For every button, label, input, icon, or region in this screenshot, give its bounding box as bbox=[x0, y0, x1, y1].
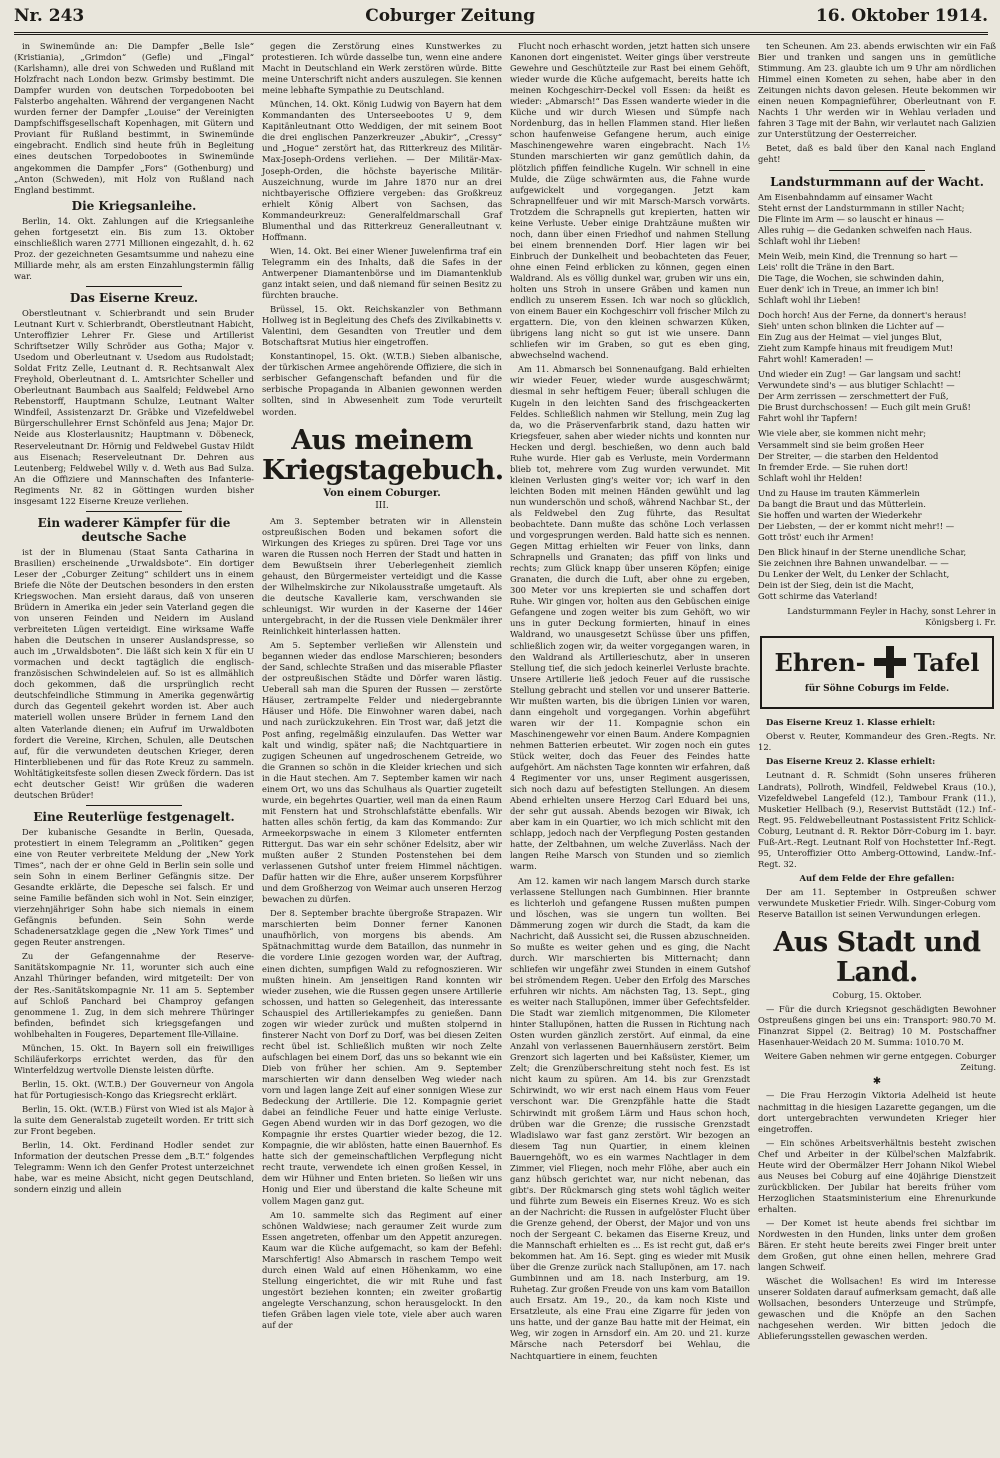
poem-line: Und zu Hause im trauten Kämmerlein bbox=[758, 487, 920, 498]
poem-line: Alles ruhig — die Gedanken schweifen nach Haus. bbox=[758, 224, 973, 235]
diary-paragraph: Am 10. sammelte sich das Regiment auf einer schönen Waldwiese; nach geraumer Zeit wurde zum Essen angetreten, offenbar um den Appetit anzuregen. Kaum war die Küche aufgemacht, so kam der Befehl: Marschfertig! Also Abmarsch in raschem Tempo weit durch einen Wald auf einen Höhenkamm, wo eine Stellung eingerichtet, die wir mit Ruhe und fast ungestört beziehen konnten; ein zweiter großartig angelegte Verschanzung, schon herausgelockt. In den tiefen Gräben lagen viele tote, viele aber auch waren auf der bbox=[262, 1209, 502, 1331]
article-paragraph: gegen die Zerstörung eines Kunstwerkes zu protestieren. Ich würde dasselbe tun, wenn eine andere Macht in Deutschland ein Werk zerstören würde. Bitte meine Unterschrift nicht anders auszulegen. Sie kennen meine lebhafte Sympathie zu Deutschland. bbox=[262, 41, 502, 96]
newspaper-title: Coburger Zeitung bbox=[365, 6, 535, 26]
columns bbox=[14, 41, 996, 1455]
article-title: Die Kriegsanleihe. bbox=[71, 198, 197, 213]
local-item: Weitere Gaben nehmen wir gerne entgegen. Coburger Zeitung. bbox=[764, 1051, 996, 1073]
fallen-entry: Der am 11. September in Ostpreußen schwer verwundete Musketier Friedr. Wilh. Singer-Coburg vom Reserve Bataillon ist seinen Verwundungen erlegen. bbox=[758, 886, 996, 920]
local-news-title: Aus Stadt und Land. bbox=[773, 927, 981, 989]
article-paragraph: Oberstleutnant v. Schierbrandt und sein Bruder Leutnant Kurt v. Schierbrandt, Oberstleutnant Habicht, Unteroffizier Lehrer Fr. Giese und Artillerist Schriftsetzer Willy Schröder aus Gotha; Major v. Usedom und Oberleutnant v. Usedom aus Rudolstadt; Soldat Fritz Zelle, Leutnant d. R. Rechtsanwalt Alex Freyhold, Oberleutnant d. L. Amtsrichter Scheller und Oberleutnant Baumbach aus Saalfeld; Feldwebel Arno Rebenstorff, Hauptmann Schulze, Leutnant Walter Windfeil, Assistenzarzt Dr. Gräbke und Vizefeldwebel Bürgerschullehrer Ernst Schönfeld aus Jena; Major Dr. Neide aus Klosterlausnitz; Hauptmann v. Döbeneck, Reserveleutnant Dr. Hörnig und Feldwebel Gustav Hildt aus Eisenach; Reserveleutnant Dr. Dehren aus Leutenberg; Feldwebel Willy v. d. Weth aus Bad Sulza. An die Offiziere und Mannschaften des Infanterie-Regiments Nr. 82 in Göttingen wurden bisher insgesamt 122 Eiserne Kreuze verliehen. bbox=[14, 307, 254, 506]
poem-line: Schlaft wohl ihr Lieben! bbox=[758, 235, 861, 246]
local-item: Wäschet die Wollsachen! Es wird im Interesse unserer Soldaten darauf aufmerksam gemacht, daß alle Wollsachen, besonders Unterzeuge und Strümpfe, gewaschen und die Knöpfe an den Sachen nachgesehen werden. Wir bitten jedoch die Ablieferungsstellen gewaschen werden. bbox=[758, 1276, 996, 1342]
divider bbox=[86, 511, 182, 512]
poem-stanza bbox=[758, 488, 996, 543]
news-item: Konstantinopel, 15. Okt. (W.T.B.) Sieben albanische, der türkischen Armee angehörende Offiziere, die sich in serbischer Gefangenschaft befanden und für die serbische Propaganda in Albanien gewonnen werden sollten, sind in Abwesenheit zum Tode verurteilt worden. bbox=[262, 351, 502, 417]
issue-number: Nr. 243 bbox=[14, 6, 85, 26]
local-item: — Ein schönes Arbeitsverhältnis besteht zwischen Chef und Arbeiter in der Külbel'schen Malzfabrik. Heute wird der Obermälzer Herr Johann Nikol Wiebel aus Neuses bei Coburg auf eine 40jährige Dienstzeit zurückblicken. Der Jubilar hat bereits früher vom Herzoglichen Staatsministerium eine Ehrenurkunde erhalten. bbox=[758, 1137, 996, 1214]
poem-line: Versammelt sind sie beim großen Heer bbox=[758, 439, 924, 450]
honor-subtitle: für Söhne Coburgs im Felde. bbox=[804, 684, 950, 695]
article-paragraph: Der kubanische Gesandte in Berlin, Quesada, protestiert in einem Telegramm an „Politiken“ gegen eine von Reuter verbreitete Meldung der „New York Times“, nach der er ohne Geld in Berlin sein solle und sein Sohn in einem Berliner Gefängnis sitze. Der Gesandte erklärte, die Depesche sei falsch. Er und seine Familie befänden sich wohl in Not. Sein einziger, vierzehnjähriger Sohn habe sich niemals in einem Gefängnis befunden. Sein Sohn werde Schadenersatzklage gegen die „New York Times“ und gegen Reuter anstrengen. bbox=[14, 826, 254, 948]
diary-title: Aus meinem Kriegstagebuch. bbox=[262, 424, 504, 486]
poem-line: Wie viele aber, sie kommen nicht mehr; bbox=[758, 428, 927, 439]
poem-line: Fahrt wohl! Kameraden! — bbox=[758, 354, 874, 365]
article-paragraph: in Swinemünde an: Die Dampfer „Belle Isle“ (Kristiania), „Grimdon“ (Gefle) und „Fingal“ (Karlshamn), alle drei von Schweden und Rußland mit Holzfracht nach London bezw. Grimsby bestimmt. Die Dampfer wurden von deutschen Torpedobooten bei Falsterbo angehalten. Während der vergangenen Nacht wurden ferner der Dampfer „Louise“ der Vereinigten Dampfschiffsgesellschaft Kopenhagen, mit Gütern und Proviant für Rußland bestimmt, in Swinemünde eingebracht. Endlich sind heute früh in Begleitung eines deutschen Torpedobootes in Swinemünde angekommen die Dampfer „Fors“ (Gothenburg) und „Anton (Schweden), mit Holz von Rußland nach England bestimmt. bbox=[14, 41, 254, 195]
diary-part-number: III. bbox=[375, 500, 389, 511]
news-item: Zu der Gefangennahme der Reserve-Sanitätskompagnie Nr. 11, worunter sich auch eine Anzahl Thüringer befanden, wird mitgeteilt: Der von der Res.-Sanitätskompagnie Nr. 11 am 5. September auf Schloß Panchard bei Champroy gefangen genommene 1. Zug, in dem sich mehrere Thüringer befinden, befindet sich kriegsgefangen und wohlbehalten in Fougeres, Departement Ille-Villaine. bbox=[14, 951, 254, 1039]
divider bbox=[829, 170, 924, 171]
poem-line: Verwundete sind's — aus blutiger Schlacht! — bbox=[758, 380, 955, 391]
diary-paragraph: Flucht noch erhascht worden, jetzt hatten sich unsere Kanonen dort eingenistet. Weiter gings über verstreute Gewehre und Geschützteile zur Rast bei einem Gehöft, wieder wurde die Küche aufgemacht, bereits hatte ich meinen Kochgeschirr-Deckel voll Essen: da heißt es wieder: „Abmarsch!“ Das Essen wanderte wieder in die Küche und wir durch Wiesen und Sümpfe nach Nordenburg, das in hellen Flammen stand. Hier ließen schon haufenweise Gefangene herum, auch einige Maschinengewehre waren eingebracht. Nach 1½ Stunden marschierten wir ganz gemütlich dahin, da plötzlich pfiffen feindliche Kugeln. Wir schnell in eine Mulde, die Züge schwärmten aus, die Fahne wurde aufgewickelt und vorgegangen. Jetzt kam Schrapnellfeuer und wir mit Marsch-Marsch vorwärts. Trotzdem die Schrapnells gut krepierten, hatten wir keine Verluste. Ueber einige Drahtzäune mußten wir noch, dann über einen Friedhof und nahmen Stellung bei einem brennenden Dorf. Hier lagen wir bei Einbruch der Dunkelheit und beobachteten das Feuer, ohne einen Feind erblicken zu können, gegen einen Waldrand. Als es völlig dunkel war, gruben wir uns ein, holten uns Stroh in unsere Gräben und kamen nun endlich zu unserem Essen. Ich war noch so glücklich, von einem Bauer ein Kochgeschirr voll frischer Milch zu ergattern. Die, von den kleinen schwarzen Küken, übrigens lang nicht so gut ist wie unsere. Dann schliefen wir im Graben, so gut es eben ging, abwechselnd wachend. bbox=[510, 41, 750, 361]
fallen-heading: Auf dem Felde der Ehre gefallen: bbox=[799, 872, 955, 883]
diary-paragraph: ten Scheunen. Am 23. abends erwischten wir ein Faß Bier und tranken und sangen uns in gemütliche Stimmung. Am 23. glaubte ich um 9 Uhr am nördlichen Himmel einen Kometen zu sehen, habe aber in den Zeitungen nichts davon gelesen. Heute bekommen wir einen neuen Kompagnieführer, Oberleutnant von F. Nachts 1 Uhr werden wir in Wehlau verladen und fahren 3 Tage mit der Bahn, wir verlautet nach Galizien zur Unterstützung der Oesterreicher. bbox=[758, 41, 996, 140]
poem-line: Die Brust durchschossen! — Euch gilt mein Gruß! bbox=[758, 402, 971, 413]
poem-line: Zieht zum Kampfe hinaus mit freudigem Mut! bbox=[758, 343, 954, 354]
poem-line: Fahrt wohl ihr Tapfern! bbox=[758, 413, 858, 424]
poem-line: Die Tage, die Wochen, sie schwinden dahin, bbox=[758, 272, 945, 283]
diary-paragraph: Am 12. kamen wir nach langem Marsch durch starke verlassene Stellungen nach Gumbinnen. Hier brannte es lichterloh und gefangene Russen mußten pumpen und löschen, was sie ungern tun wollten. Bei Dämmerung zogen wir durch die Stadt, da kam die Nachricht, daß Aussicht sei, die Russen abzuschneiden. So mußte es weiter gehen und es ging, die Nacht durch. Wir marschierten bis Mitternacht; dann schliefen wir ungefähr zwei Stunden in einem Gutshof bei strömendem Regen. Ueber den Erfolg des Marsches erfuhren wir nichts. Am nächsten Tag, 13. Sept., ging es weiter nach Stallupönen, immer über Gefechtsfelder. Die Stadt war ziemlich mitgenommen, Die Kilometer hinter Stallupönen, hatten die Russen in Richtung nach Osten wurden gänzlich zerstört. Auf einmal, da eine Anzahl von verlassenen Bauernhäusern zerstört. Beim Grenzort sich lagerten und bei Kaßsüster, Kiemer, um Zelt; die Grenzüberschreitung steht noch fest. Es ist nicht kaum zu spüren. Am 14. bis zur Grenzstadt Schirwindt, wo wir erst nach einem Haus vom Feuer verschont war. Die Grenzpfähle hatte die Stadt Schirwindt mit großem Lärm und Haus schon hoch, drüben war die Grenze; die russische Grenzstadt Wladislawo war fast ganz zerstört. Wir bezogen an diesem Tag nun Quartier, in einem kleinen Bauerngehöft, wo es ein warmes Nachtlager in dem Zimmer, viel Fliegen, noch mehr Flöhe, aber auch ein ganz hübsch gerichtet war, nur nicht nebenan, das gibt's. Der Rückmarsch ging stets wohl täglich weiter und führte zum Beweis ein Eisernes Kreuz. Wo es sich an der Nachricht: die Russen in aufgelöster Flucht über die Grenze gehend, der Oberst, der Major und von uns noch der Sergeant C. bekamen das Eiserne Kreuz, und die Mannschaft erhielten es ... Es ist recht gut, daß er's bekommen hat. Am 16. Sept. ging es wieder mit Musik über die Grenze zurück nach Stallupönen, am 17. nach Gumbinnen und am 18. nach Insterburg, am 19. Ruhetag. Zur großen Freude von uns kam vom Bataillon auch Ersatz. Am 19., 20., da kam noch Kiste und Ersatzleute, als eine Frau eine Zigarre für jeden von uns hatte, und der ganze Bau hatte mit der Heimat, ein Weg, wir zogen in Arnsdorf ein. Am 20. und 21. kurze Märsche nach Petersdorf bei Wehlau, die Nachtquartiere in einem, feuchten bbox=[510, 875, 750, 1361]
poem-line: Gott tröst' euch ihr Armen! bbox=[758, 531, 874, 542]
diary-paragraph: Betet, daß es bald über den Kanal nach England geht! bbox=[758, 143, 996, 165]
honor-entry: Leutnant d. R. Schmidt (Sohn unseres früheren Landrats), Pollroth, Windfeil, Feldwebel Kraus (10.), Vizefeldwebel Langefeld (12.), Tambour Frank (11.), Musketier Hellbach (9.), Reservist Buttstädt (12.) Inf.-Regt. 95. Feldwebelleutnant Postassistent Fritz Schlick-Coburg, Leutnant d. R. Rektor Dörr-Coburg im 1. bayr. Fuß-Art.-Regt. Leutnant Rolf von Hochstetter Inf.-Regt. 95, Unteroffizier Otto Amberg-Ottowind, Landw.-Inf.-Regt. 32. bbox=[758, 770, 996, 869]
divider bbox=[86, 805, 182, 806]
column-1 bbox=[14, 41, 254, 1455]
poem-line: Gott schirme das Vaterland! bbox=[758, 591, 878, 602]
diary-subtitle: Von einem Coburger. bbox=[323, 487, 441, 499]
poem-line: Am Eisenbahndamm auf einsamer Wacht bbox=[758, 191, 933, 202]
poem-line: Die Flinte im Arm — so lauscht er hinaus — bbox=[758, 213, 944, 224]
poem-stanza bbox=[758, 192, 996, 247]
poem-line: Mein Weib, mein Kind, die Trennung so hart — bbox=[758, 250, 958, 261]
article-paragraph: Berlin, 14. Okt. Zahlungen auf die Kriegsanleihe gehen fortgesetzt ein. Bis zum 13. Oktober einschließlich waren 2771 Millionen eingezahlt, d. h. 62 Proz. der gezeichneten Gesamtsumme und nahezu eine Milliarde mehr, als am ersten Einzahlungstermin fällig war. bbox=[14, 215, 254, 281]
poem-line: Steht ernst der Landsturmmann in stiller Nacht; bbox=[758, 202, 965, 213]
diary-paragraph: Am 5. September verließen wir Allenstein und begannen wieder das endlose Marschieren; besonders der Sand, schlechte Straßen und das miserable Pflaster der ostpreußischen Städte und Dörfer waren lästig. Ueberall sah man die Spuren der Russen — zerstörte Häuser, zertrampelte Felder und niedergebrannte Häuser und Höfe. Die Einwohner waren dabei, nach und nach zurückzukehren. Ein Trost war, daß jetzt die Post anfing, regelmäßig einzulaufen. Das Wetter war kalt und windig, später naß; die Nachtquartiere in zugigen Scheunen auf ungedroschenem Getreide, wo die Grannen so schön in die Kleider kriechen und sich in die Haut stechen. Am 7. September kamen wir nach einem Ort, wo uns das Schulhaus als Quartier zugeteilt wurde, ein begehrtes Quartier, weil man da einen Raum mit Fenstern hat und Strohschlafstätte ebenfalls. Wir hatten alles schön fertig, da kam das Kommando: Zur Armeekorpswache in einem 3 Kilometer entfernten Rittergut. Das war ein sehr schöner Edelsitz, aber wir mußten außer 2 Stunden Postenstehen bei dem verlassenen Gutshof unter freiem Himmel nächtigen. Dafür hatten wir die Ehre, außer unserem Korpsführer und dem Großherzog von Weimar auch unseren Herzog bewachen zu dürfen. bbox=[262, 640, 502, 905]
news-item: Brüssel, 15. Okt. Reichskanzler von Bethmann Hollweg ist in Begleitung des Chefs des Zivilkabinetts v. Valentini, dem Gesandten von Treutler und dem Botschaftsrat Mutius hier eingetroffen. bbox=[262, 304, 502, 348]
poem-line: In fremder Erde. — Sie ruhen dort! bbox=[758, 461, 909, 472]
poem-line: Der Arm zerrissen — zerschmettert der Fuß, bbox=[758, 391, 949, 402]
local-item: — Für die durch Kriegsnot geschädigten Bewohner Ostpreußens gingen bei uns ein: Transport: 980.70 M. Finanzrat Sippel (2. Beitrag) 10 M. Postschaffner Hasenhauer-Weidach 20 M. Summa: 1010.70 M. bbox=[758, 1004, 996, 1048]
local-item: — Der Komet ist heute abends frei sichtbar im Nordwesten in den Hunden, links unter dem großen Bären. Er steht heute bereits zwei Finger breit unter dem Großen, gut ohne einen hellen, mehrere Grad langen Schweif. bbox=[758, 1217, 996, 1273]
poem-stanza bbox=[758, 547, 996, 602]
poem-title: Landsturmmann auf der Wacht. bbox=[770, 174, 984, 189]
column-2 bbox=[262, 41, 502, 1455]
poem-stanza bbox=[758, 428, 996, 483]
local-dateline: Coburg, 15. Oktober. bbox=[832, 990, 922, 1001]
news-item: Berlin, 15. Okt. (W.T.B.) Fürst von Wied ist als Major à la suite dem Generalstab zugeteilt worden. Er tritt sich zur Front begeben. bbox=[14, 1103, 254, 1137]
honor-heading: Das Eiserne Kreuz 1. Klasse erhielt: bbox=[766, 717, 936, 728]
poem-line: Dein ist der Sieg, dein ist die Macht, bbox=[758, 580, 914, 591]
poem-line: Du Lenker der Welt, du Lenker der Schlacht, bbox=[758, 569, 950, 580]
local-item: — Die Frau Herzogin Viktoria Adelheid ist heute nachmittag in die hiesigen Lazarette gegangen, um die dort untergebrachten verwundeten Krieger hier eingetroffen. bbox=[758, 1090, 996, 1134]
poem-line: Schlaft wohl ihr Helden! bbox=[758, 472, 863, 483]
honor-title-left: Ehren- bbox=[774, 647, 866, 677]
poem-stanza bbox=[758, 251, 996, 306]
issue-date: 16. Oktober 1914. bbox=[815, 6, 988, 26]
poem-stanza bbox=[758, 369, 996, 424]
poem-signature: Landsturmmann Feyler in Hachy, sonst Lehrer in Königsberg i. Fr. bbox=[787, 606, 996, 628]
article-paragraph: ist der in Blumenau (Staat Santa Catharina in Brasilien) erscheinende „Urwaldsbote“. Ein dortiger Leser der „Coburger Zeitung“ schildert uns in einem Briefe die Nöte der Deutschen besonders in den ersten Kriegswochen. Man ersieht daraus, daß von unseren Brüdern in Amerika ein jeder sein Vaterland gegen die von unseren Feinden und Neidern im Ausland verbreiteten Lügen verteidigt. Eine wirksame Waffe haben die Deutschen in unserer Auslandspresse, so auch im „Urwaldsboten“. Die läßt sich kein X für ein U vormachen und deckt tagtäglich die englisch-französischen Schwindeleien auf. So ist es allmählich doch gekommen, daß die ursprünglich recht deutschfeindliche Stimmung in Amerika gegenwärtig durch das Gegenteil gekehrt worden ist. Aber auch materiell wollen unsere Brüder in fernem Land den alten Vaterlande dienen; ein Aufruf im Urwaldboten fordert die Vereine, Kirchen, Schulen, alle Deutschen auf, für die verwundeten deutschen Krieger, deren Hinterbliebenen und für das Rote Kreuz zu sammeln. Wohltätigkeitsfeste sollen diesen Zweck fördern. Das ist echt deutscher Geist! Wir grüßen die waderen deutschen Brüder! bbox=[14, 546, 254, 800]
article-title: Eine Reuterlüge festgenagelt. bbox=[33, 809, 235, 824]
ornament-divider: ✱ bbox=[872, 1076, 882, 1088]
poem-line: Sieh' unten schon blinken die Lichter auf — bbox=[758, 321, 945, 332]
poem-line: Doch horch! Aus der Ferne, da donnert's heraus! bbox=[758, 309, 967, 320]
poem-line: Da bangt die Braut und das Mütterlein. bbox=[758, 498, 926, 509]
honor-roll-box bbox=[760, 636, 994, 709]
masthead bbox=[14, 6, 988, 35]
column-4 bbox=[758, 41, 996, 1455]
poem-line: Sie hoffen und warten der Wiederkehr bbox=[758, 509, 922, 520]
diary-paragraph: Am 11. Abmarsch bei Sonnenaufgang. Bald erhielten wir wieder Feuer, wieder wurde ausgeschwärmt; diesmal in sehr heftigem Feuer; überall schlugen die Kugeln in den leichten Sand des frischgeackerten Feldes. Schließlich nahmen wir Stellung, mein Zug lag da, wo die Präservenfarbrik stand, dazu hatten wir Kriegsfeuer, sahen aber wieder nichts und konnten nur Hecken und dergl. beschießen, wo denn auch bald Ruhe wurde. Hier gab es Verluste, mein Vordermann blieb tot, mehrere vom Zug wurden verwundet. Mit kleinen Verlusten ging's weiter vor; ich warf in den leichten Boden mit meinen Händen gewühlt und lag nun wunderschön und schoß, während Nachbar St., der als Feldwebel den Zug führte, das Resultat beobachtete. Dann mußte das schöne Loch verlassen und vorgesprungen werden. Bald hatte sich es nennen. Gegen Mittag erhielten wir Feuer von links, dann Schrapnells und Granaten; das pfiff von links und rechts; zum Glück knapp über unseren Köpfen; einige Granaten, die durch die Luft, aber ohne zu ergeben, 300 Meter vor uns krepierten sie und schaffen dort Ruhe. Wir gingen vor, holten aus den Gebüschen einige Gefangene und zogen weiter bis zum Gehöft, wo wir uns in guter Deckung formierten, hinauf in eines Waldrand, wo unausgesetzt Schüsse über uns pfiffen, schließlich zogen wir, da weiter vorgegangen waren, in den Waldrand als Artillerieschutz, aber in unseren Stellung tief, die sich jedoch keinerlei Verluste brachte. Unsere Artillerie ließ jedoch Feuer auf die russische Stellung gebracht und stellen vor und unserer Batterie. Wir mußten warten, bis die übrigen Linien vor waren, dann eingeholt und vorgegangen. Vorhin abgeführt waren wir der 11. Kompagnie schon ein Maschinengewehr vor einen Baum. Andere Kompagnien nehmen Batterien erbeutet. Wir zogen noch ein gutes Stück weiter, doch das Feuer des Feindes hatte aufgehört. Am nächsten Tage konnten wir erfahren, daß 4 Regimenter vor uns, unser Regiment ausgerissen, sich noch dazu auf befestigten Stellungen. An diesem Abend erhielten unsere Herzog Carl Eduard bei uns, der sehr gut aussah. Abends bezogen wir Biwak, ich aber kam in ein Quartier, wo ich mich schlicht mit den schlapp, jedoch nach der Verpflegung Posten gestanden hatte, der Zeltbahnen, um welche Zuverläss. Nach der langen Reihe Marsch von Stunden und so ziemlich warm. bbox=[510, 364, 750, 872]
poem-line: Leis' rollt die Träne in den Bart. bbox=[758, 261, 895, 272]
news-item: Wien, 14. Okt. Bei einer Wiener Juwelenfirma traf ein Telegramm ein des Inhalts, daß die Safes in der Antwerpener Diamantenbörse und im Diamantenklub ganz intakt seien, und daß niemand für seinen Besitz zu fürchten brauche. bbox=[262, 245, 502, 301]
poem-line: Sie zeichnen ihre Bahnen unwandelbar. — — bbox=[758, 557, 949, 568]
column-3 bbox=[510, 41, 750, 1455]
news-item: Berlin, 15. Okt. (W.T.B.) Der Gouverneur von Angola hat für Portugiesisch-Kongo das Kriegsrecht erklärt. bbox=[14, 1078, 254, 1100]
poem-line: Den Blick hinauf in der Sterne unendliche Schar, bbox=[758, 546, 967, 557]
article-title: Das Eiserne Kreuz. bbox=[69, 290, 199, 305]
poem-line: Und wieder ein Zug! — Gar langsam und sacht! bbox=[758, 369, 962, 380]
honor-entry: Oberst v. Reuter, Kommandeur des Gren.-Regts. Nr. 12. bbox=[758, 731, 996, 753]
diary-paragraph: Am 3. September betraten wir in Allenstein ostpreußischen Boden und bekamen sofort die Wirkungen des Krieges zu spüren. Drei Tage vor uns waren die Russen noch Herren der Stadt und hatten in dem Bewußtsein ihrer Ueberlegenheit ziemlich gehaust, den Bürgermeister verteidigt und die Kasse der Wilhelmskirche zur Nikolausstraße umgetauft. Als die deutsche Kavallerie kam, verschwanden sie schleunigst. Wir wurden in der Kaserne der 146er untergebracht, in der die Russen viele Denkmäler ihrer Reinlichkeit hinterlassen hatten. bbox=[262, 515, 502, 637]
news-item: Berlin, 14. Okt. Ferdinand Hodler sendet zur Information der deutschen Presse dem „B.T.“ folgendes Telegramm: Wenn ich den Genfer Protest unterzeichnet habe, war es meine Absicht, nicht gegen Deutschland, sondern einzig und allein bbox=[14, 1140, 254, 1195]
honor-roll-header bbox=[770, 644, 984, 680]
poem-line: Der Liebsten, — der er kommt nicht mehr!! — bbox=[758, 520, 955, 531]
article-title: Ein waderer Kämpfer für die deutsche Sache bbox=[37, 515, 231, 544]
poem-stanza bbox=[758, 310, 996, 365]
poem-line: Ein Zug aus der Heimat — viel junges Blut, bbox=[758, 332, 942, 343]
iron-cross-icon bbox=[872, 644, 908, 680]
divider bbox=[86, 286, 182, 287]
news-item: München, 15. Okt. In Bayern soll ein freiwilliges Schiläuferkorps errichtet werden, das für den Winterfeldzug wertvolle Dienste leisten dürfte. bbox=[14, 1042, 254, 1075]
honor-heading: Das Eiserne Kreuz 2. Klasse erhielt: bbox=[766, 756, 936, 767]
honor-title-right: Tafel bbox=[913, 647, 980, 677]
poem-line: Der Streiter, — die starben den Heldentod bbox=[758, 450, 939, 461]
news-item: München, 14. Okt. König Ludwig von Bayern hat dem Kommandanten des Unterseebootes U 9, dem Kapitänleutnant Otto Weddigen, der mit seinem Boot die drei englischen Panzerkreuzer „Abukir“, „Cressy“ und „Hogue“ zerstört hat, das Ritterkreuz des Militär-Max-Joseph-Ordens verliehen. — Der Militär-Max-Joseph-Orden, die höchste bayerische Militär-Auszeichnung, wurde im Jahre 1870 nur an drei nichtbayerische Offiziere vergeben: das Großkreuz erhielt König Albert von Sachsen, das Kommandeurkreuz: Generalfeldmarschall Graf Blumenthal und das Ritterkreuz Generalleutnant v. Hoffmann. bbox=[262, 99, 502, 242]
poem-line: Euer denk' ich in Treue, an immer ich bin! bbox=[758, 283, 939, 294]
poem-line: Schlaft wohl ihr Lieben! bbox=[758, 294, 861, 305]
poem bbox=[758, 192, 996, 603]
diary-paragraph: Der 8. September brachte übergroße Strapazen. Wir marschierten beim Donner ferner Kanonen unaufhörlich, von morgens bis abends. Am Spätnachmittag wurde dem Bataillon, das nunmehr in die vordere Linie gezogen worden war, der Auftrag, einen dichten, sumpfigen Wald zu refognoszieren. Wir mußten hinein. Am jenseitigen Rand konnten wir wieder zusehen, wie die Russen gegen unsere Artillerie schossen, und hatten so Gelegenheit, das interessante Schauspiel des Artilleriekampfes zu genießen. Dann zogen wir wieder zurück und mußten stolpernd in finsterer Nacht von Dorf zu Dorf, was bei diesen Zeiten recht übel ist. Schließlich mußten wir noch Zelte aufschlagen bei einem Dorf, das uns so bekannt wie ein Dieb von früher her schien. Am 9. September marschierten wir dann denselben Weg wieder nach vorn und lagen lange Zeit auf einer sonnigen Wiese zur Bedeckung der Artillerie. Die 12. Kompagnie geriet dabei an feindliche Feuer und hatte einige Verluste. Gegen Abend wurden wir in das Dorf gezogen, wo die Kompagnie ihr erstes Quartier wieder bezog, die 12. Kompagnie, die wir ablösten, hatte einen Bauernhof. Es hatte sich der gemeinschaftlichen Verpflegung nicht recht traute, verwendete ich einen großen Kessel, in dem wir Hühner und Enten brieten. So ließen wir uns Honig und Eier und überstand die kalte Scheune mit vollem Magen ganz gut. bbox=[262, 908, 502, 1206]
